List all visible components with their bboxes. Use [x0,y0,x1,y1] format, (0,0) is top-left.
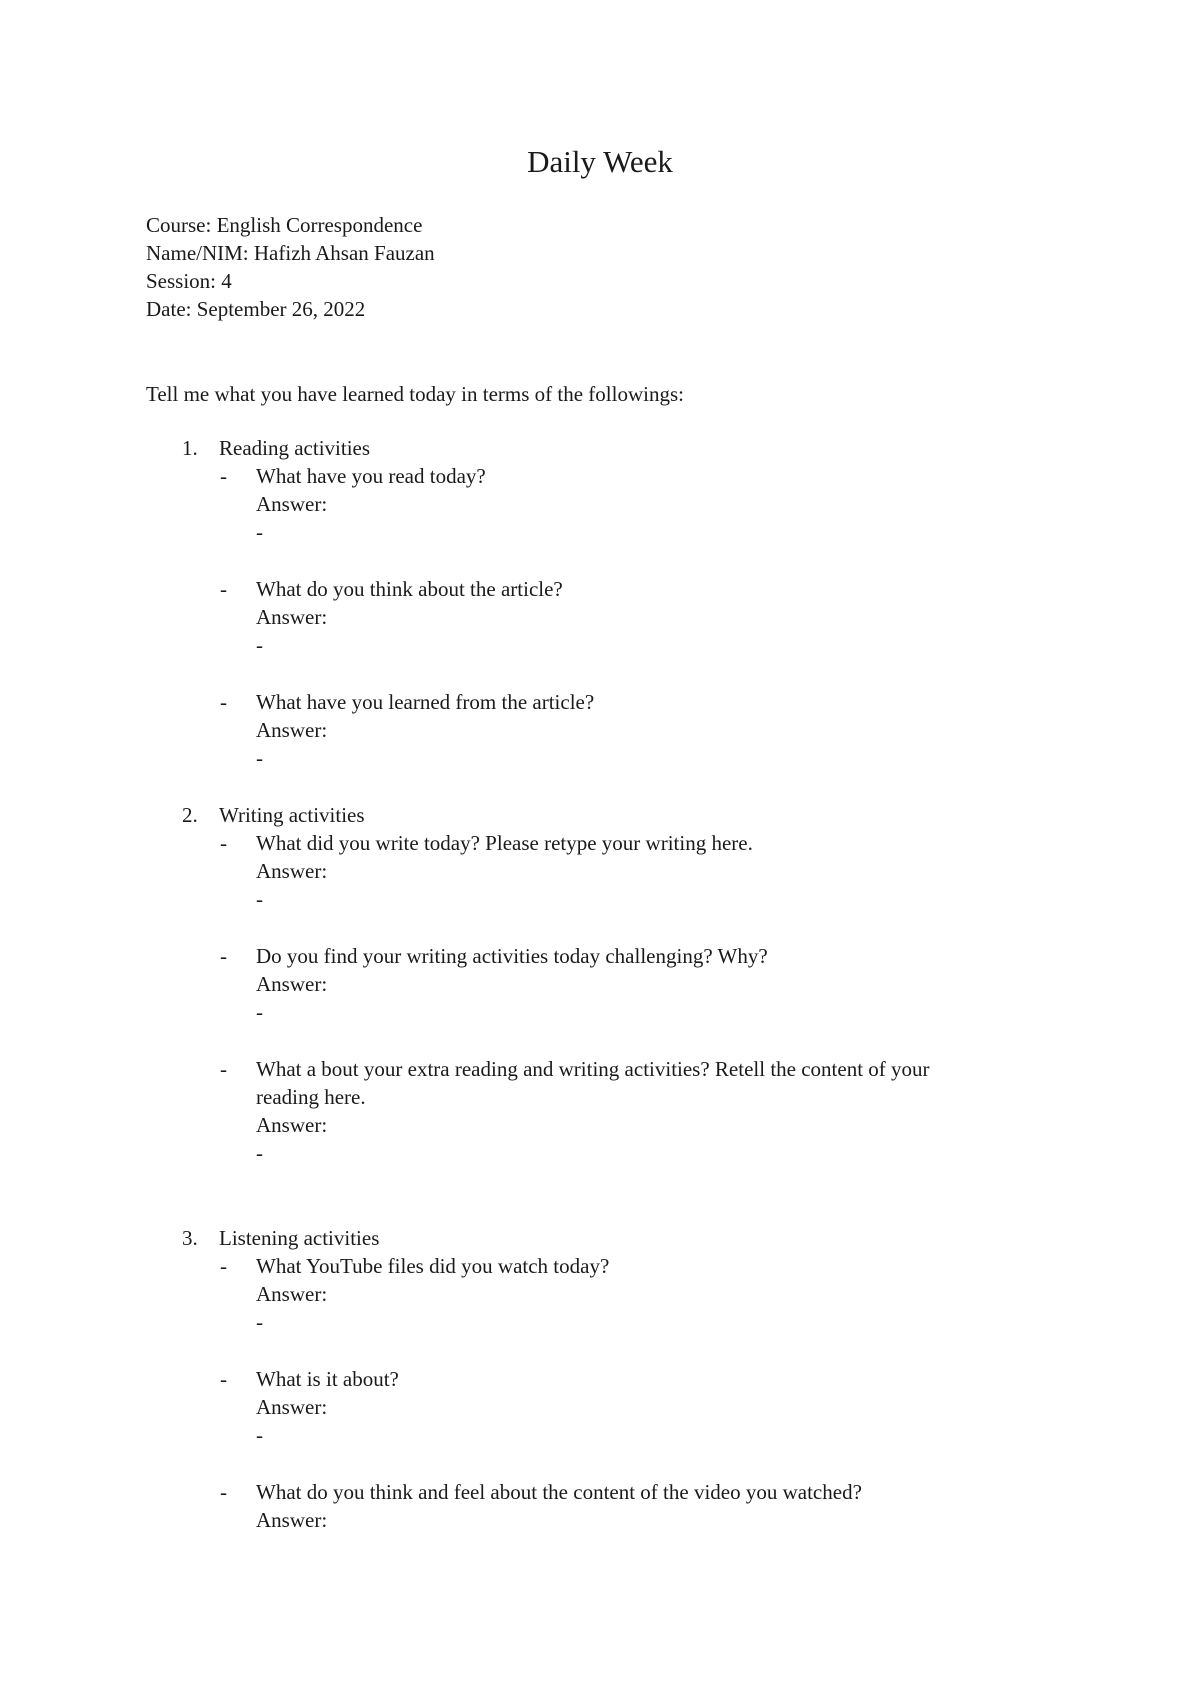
answer-1-3: - [256,746,263,770]
answer-label: Answer: [256,1508,328,1532]
answer-label: Answer: [256,1282,328,1306]
section-1-heading: Reading activities [219,436,371,460]
question-bullet: - [220,1254,227,1278]
answer-label: Answer: [256,605,328,629]
course-line: Course: English Correspondence [146,213,423,237]
section-1-number: 1. [182,436,198,460]
question-bullet: - [220,464,227,488]
answer-3-2: - [256,1423,263,1447]
answer-2-2: - [256,1000,263,1024]
document-title: Daily Week [527,144,673,179]
session-line: Session: 4 [146,269,232,293]
question-1-1: What have you read today? [256,464,486,488]
answer-1-2: - [256,633,263,657]
question-3-2: What is it about? [256,1367,399,1391]
question-3-3: What do you think and feel about the content of the video you watched? [256,1480,862,1504]
answer-1-1: - [256,520,263,544]
question-bullet: - [220,944,227,968]
question-bullet: - [220,1057,227,1081]
question-2-2: Do you find your writing activities today challenging? Why? [256,944,768,968]
question-2-3-continued: reading here. [256,1085,366,1109]
section-3-number: 3. [182,1226,198,1250]
section-2-number: 2. [182,803,198,827]
question-1-2: What do you think about the article? [256,577,563,601]
answer-label: Answer: [256,718,328,742]
section-3-heading: Listening activities [219,1226,380,1250]
question-bullet: - [220,1480,227,1504]
answer-3-1: - [256,1310,263,1334]
question-bullet: - [220,831,227,855]
question-bullet: - [220,577,227,601]
intro-text: Tell me what you have learned today in terms of the followings: [146,382,684,406]
answer-label: Answer: [256,1395,328,1419]
question-2-3: What a bout your extra reading and writing activities? Retell the content of your [256,1057,930,1081]
section-2-heading: Writing activities [219,803,365,827]
answer-2-3: - [256,1141,263,1165]
answer-label: Answer: [256,492,328,516]
question-2-1: What did you write today? Please retype your writing here. [256,831,753,855]
question-bullet: - [220,1367,227,1391]
name-line: Name/NIM: Hafizh Ahsan Fauzan [146,241,435,265]
answer-label: Answer: [256,972,328,996]
answer-label: Answer: [256,859,328,883]
answer-label: Answer: [256,1113,328,1137]
date-line: Date: September 26, 2022 [146,297,366,321]
answer-2-1: - [256,887,263,911]
question-bullet: - [220,690,227,714]
question-3-1: What YouTube files did you watch today? [256,1254,610,1278]
question-1-3: What have you learned from the article? [256,690,595,714]
